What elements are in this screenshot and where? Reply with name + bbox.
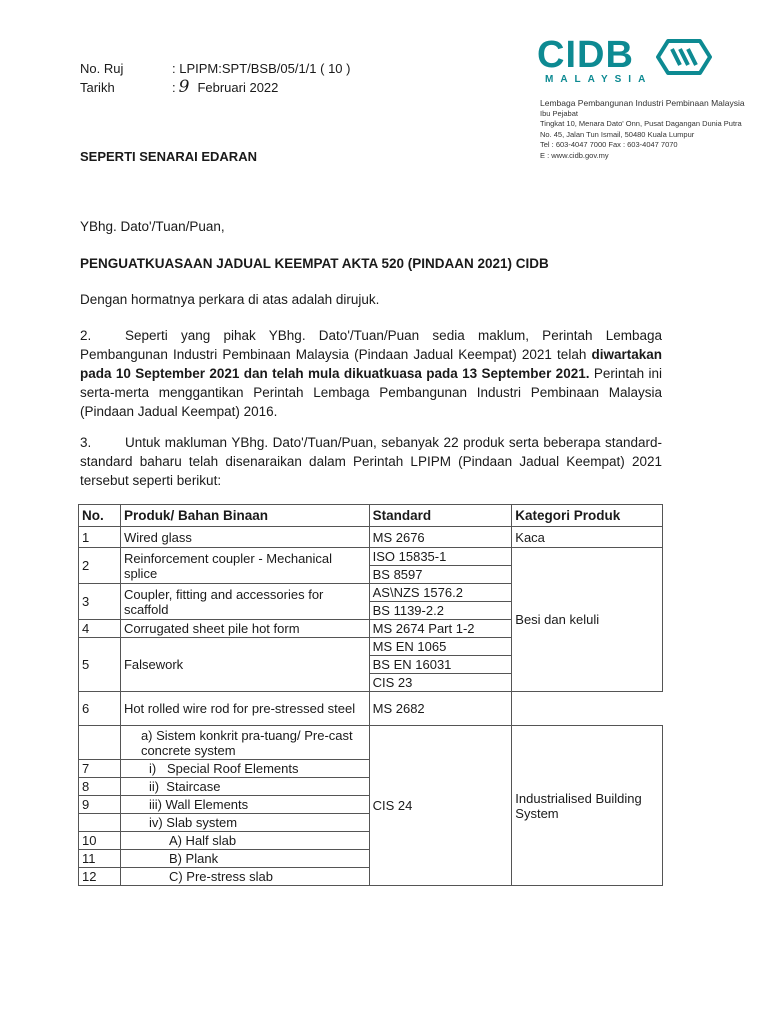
ref-number-value: : LPIPM:SPT/BSB/05/1/1 ( 10 ) <box>172 61 351 76</box>
product-name: B) Plank <box>120 850 369 868</box>
product-name: iii) Wall Elements <box>120 796 369 814</box>
standard-code: BS EN 16031 <box>369 656 512 674</box>
recipient: SEPERTI SENARAI EDARAN <box>80 149 257 164</box>
row-number: 12 <box>79 868 121 886</box>
paragraph-2 <box>80 326 662 421</box>
standard-code: CIS 24 <box>369 726 512 886</box>
standard-code: MS 2674 Part 1-2 <box>369 620 512 638</box>
paragraph-1: Dengan hormatnya perkara di atas adalah dirujuk. <box>80 292 380 307</box>
logo-text: CIDB <box>537 34 634 76</box>
ref-number-row <box>80 60 350 78</box>
ibs-group-heading: a) Sistem konkrit pra-tuang/ Pre-cast concrete system <box>120 726 369 760</box>
row-number: 11 <box>79 850 121 868</box>
date-label: Tarikh <box>80 80 115 95</box>
date-month-year: Februari 2022 <box>197 80 279 95</box>
header-standard: Standard <box>369 505 512 527</box>
salutation: YBhg. Dato'/Tuan/Puan, <box>80 219 225 234</box>
standard-code: MS EN 1065 <box>369 638 512 656</box>
product-name: Hot rolled wire rod for pre-stressed steel <box>120 692 369 726</box>
product-category: Besi dan keluli <box>512 548 663 692</box>
paragraph-2-text-a: Seperti yang pihak YBhg. Dato'/Tuan/Puan sedia maklum, Perintah Lembaga Pembangunan Industri Pembinaan Malaysia (Pindaan Jadual Keempat) 2021 telah <box>80 328 662 362</box>
row-number: 4 <box>79 620 121 638</box>
paragraph-3-text: Untuk makluman YBhg. Dato'/Tuan/Puan, sebanyak 22 produk serta beberapa standard-standard baharu telah disenaraikan dalam Perintah LPIPM (Pindaan Jadual Keempat) 2021 tersebut seperti berikut: <box>80 435 662 488</box>
address-line-2: No. 45, Jalan Tun Ismail, 50480 Kuala Lumpur <box>540 129 695 139</box>
table-row <box>79 548 663 566</box>
office-name: Ibu Pejabat <box>540 108 578 118</box>
paragraph-2-text-b: Perintah ini serta-merta menggantikan Perintah Lembaga Pembangunan Industri Pembinaan Malaysia (Pindaan Jadual Keempat) 2016. <box>80 366 662 419</box>
product-name: A) Half slab <box>120 832 369 850</box>
product-name: Falsework <box>120 638 369 692</box>
product-name: Coupler, fitting and accessories for scaffold <box>120 584 369 620</box>
date-day-handwritten: 9 <box>178 77 190 97</box>
product-name: i) Special Roof Elements <box>120 760 369 778</box>
header-product: Produk/ Bahan Binaan <box>120 505 369 527</box>
row-number: 2 <box>79 548 121 584</box>
table-row <box>79 692 663 726</box>
table-row <box>79 527 663 548</box>
product-name: ii) Staircase <box>120 778 369 796</box>
standard-code: MS 2676 <box>369 527 512 548</box>
logo-subtext: MALAYSIA <box>545 74 653 85</box>
product-name: C) Pre-stress slab <box>120 868 369 886</box>
paragraph-3 <box>80 433 662 490</box>
slab-group-heading: iv) Slab system <box>120 814 369 832</box>
empty-cell <box>79 726 121 760</box>
paragraph-3-number: 3. <box>80 435 92 450</box>
paragraph-2-bold: diwartakan pada 10 September 2021 dan telah mula dikuatkuasa pada 13 September 2021. <box>80 347 662 381</box>
tel-fax: Tel : 603-4047 7000 Fax : 603-4047 7070 <box>540 140 678 149</box>
ref-number-label: No. Ruj <box>80 61 124 76</box>
product-category: Industrialised Building System <box>512 726 663 886</box>
standard-code: CIS 23 <box>369 674 512 692</box>
standard-code: BS 8597 <box>369 566 512 584</box>
product-name: Wired glass <box>120 527 369 548</box>
reference-block <box>80 60 350 97</box>
address-line-1: Tingkat 10, Menara Dato' Onn, Pusat Dagangan Dunia Putra <box>540 119 742 128</box>
row-number: 5 <box>79 638 121 692</box>
email-line: E : www.cidb.gov.my <box>540 150 609 160</box>
standard-code: BS 1139-2.2 <box>369 602 512 620</box>
organisation-name: Lembaga Pembangunan Industri Pembinaan Malaysia <box>540 98 745 108</box>
row-number: 3 <box>79 584 121 620</box>
standard-code: MS 2682 <box>369 692 512 726</box>
product-category: Kaca <box>512 527 663 548</box>
organisation-details <box>540 98 750 161</box>
header-no: No. <box>79 505 121 527</box>
standard-code: ISO 15835-1 <box>369 548 512 566</box>
header-category: Kategori Produk <box>512 505 663 527</box>
cidb-logo <box>537 36 737 85</box>
letterhead <box>537 36 737 85</box>
date-row <box>80 78 350 97</box>
row-number: 10 <box>79 832 121 850</box>
product-name: Corrugated sheet pile hot form <box>120 620 369 638</box>
row-number: 1 <box>79 527 121 548</box>
row-number: 6 <box>79 692 121 726</box>
empty-cell <box>79 814 121 832</box>
product-table <box>78 504 663 886</box>
cidb-emblem-icon <box>654 37 712 77</box>
row-number: 9 <box>79 796 121 814</box>
subject-line: PENGUATKUASAAN JADUAL KEEMPAT AKTA 520 (PINDAAN 2021) CIDB <box>80 256 549 271</box>
row-number: 7 <box>79 760 121 778</box>
date-colon: : <box>172 80 176 95</box>
product-name: Reinforcement coupler - Mechanical splice <box>120 548 369 584</box>
standard-code: AS\NZS 1576.2 <box>369 584 512 602</box>
row-number: 8 <box>79 778 121 796</box>
table-row <box>79 726 663 760</box>
paragraph-2-number: 2. <box>80 328 92 343</box>
table-header-row <box>79 505 663 527</box>
